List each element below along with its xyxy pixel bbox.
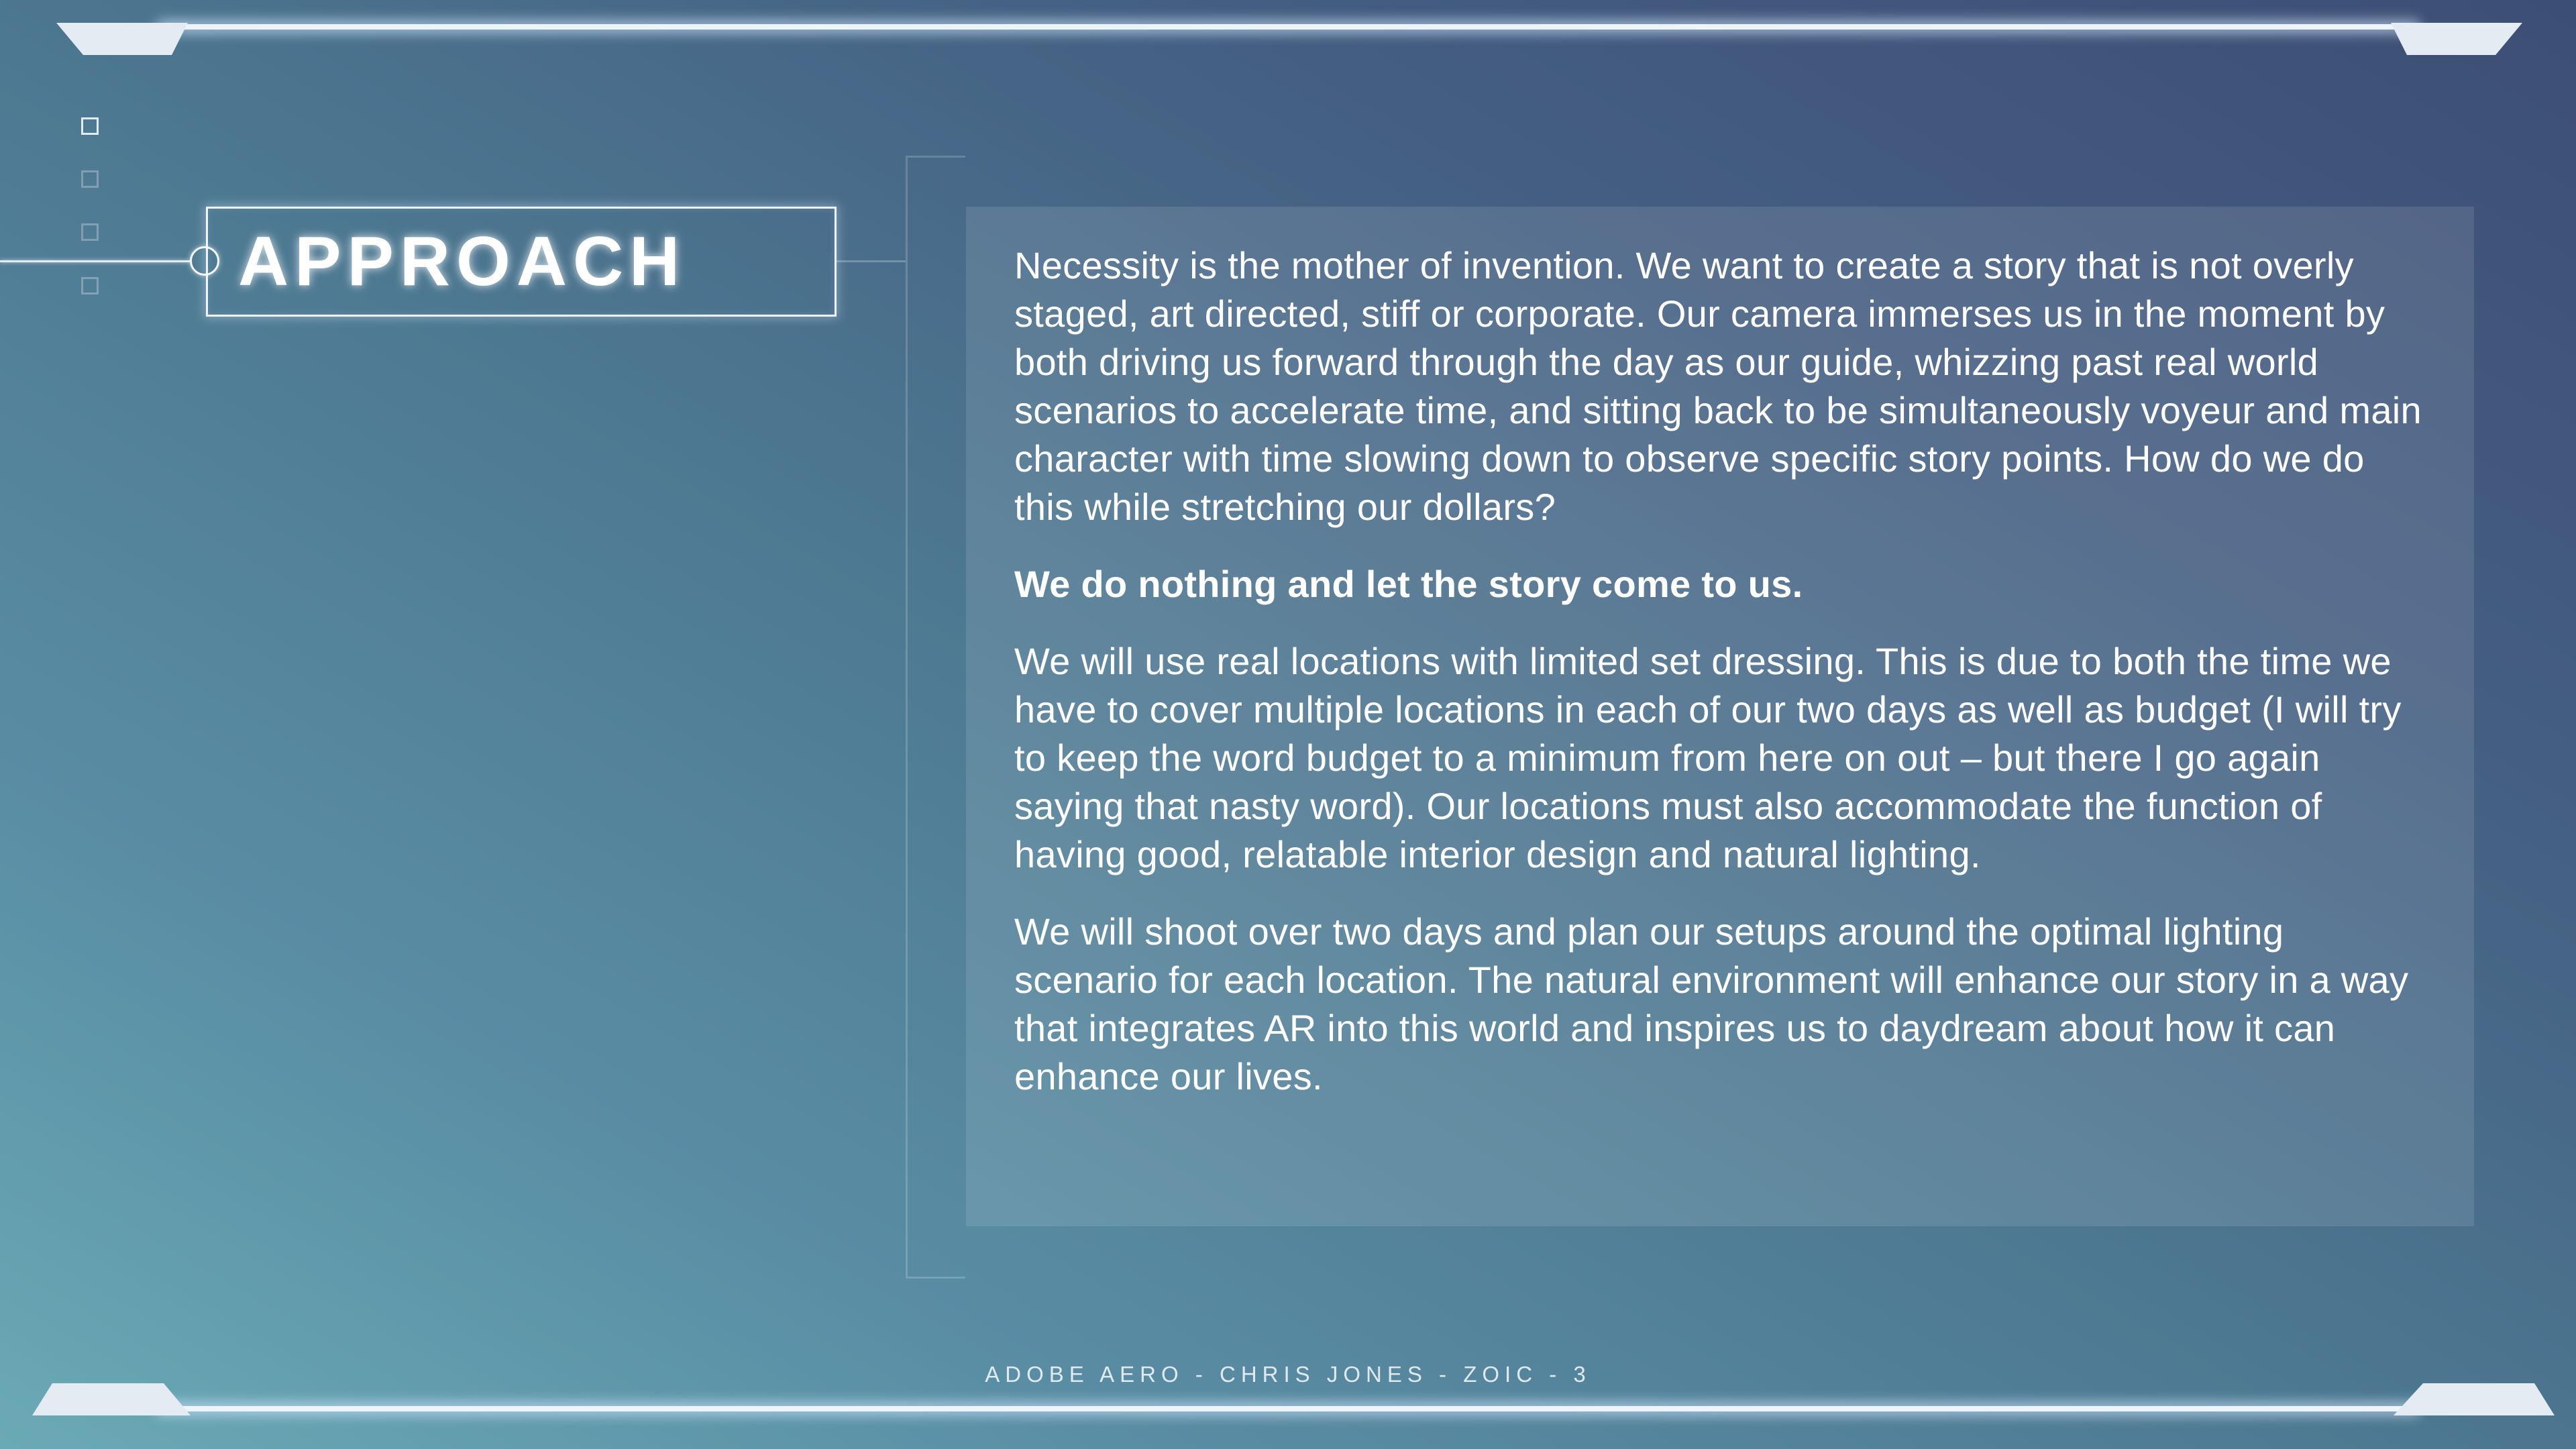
title-stub-line bbox=[837, 260, 906, 262]
top-right-tab bbox=[2388, 21, 2522, 56]
square-marker-icon bbox=[81, 170, 99, 188]
body-text-panel bbox=[966, 207, 2474, 1226]
square-marker-icon bbox=[81, 117, 99, 135]
square-marker-icon bbox=[81, 223, 99, 241]
square-marker-icon bbox=[81, 277, 99, 294]
paragraph-key-statement: We do nothing and let the story come to us. bbox=[1014, 563, 1803, 605]
slide-title: APPROACH bbox=[238, 223, 686, 301]
bottom-frame-line bbox=[161, 1406, 2415, 1411]
paragraph-locations: We will use real locations with limited set dressing. This is due to both the time we have to cover multiple locations in each of our two days as well as budget (I will try to keep the word budget to a minimum from here on out – but there I go again saying that nasty word). Our locations must also accommodate the function of having good, relatable interior design and natural lighting. bbox=[1014, 640, 2402, 875]
top-left-tab bbox=[56, 21, 191, 56]
top-frame-line bbox=[161, 24, 2415, 30]
paragraph-intro: Necessity is the mother of invention. We want to create a story that is not overly staged, art directed, stiff or corporate. Our camera immerses us in the moment by both driving us forward through the day as our guide, whizzing past real world scenarios to accelerate time, and sitting back to be simultaneously voyeur and main character with time slowing down to observe specific story points. How do we do this while stretching our dollars? bbox=[1014, 244, 2422, 528]
title-connector-line bbox=[0, 260, 190, 262]
slide-footer: ADOBE AERO - CHRIS JONES - ZOIC - 3 bbox=[985, 1362, 1591, 1387]
panel-bracket bbox=[906, 156, 965, 1279]
paragraph-shoot-plan: We will shoot over two days and plan our setups around the optimal lighting scenario for each location. The natural environment will enhance our story in a way that integrates AR into this world and inspires us to daydream about how it can enhance our lives. bbox=[1014, 910, 2409, 1097]
